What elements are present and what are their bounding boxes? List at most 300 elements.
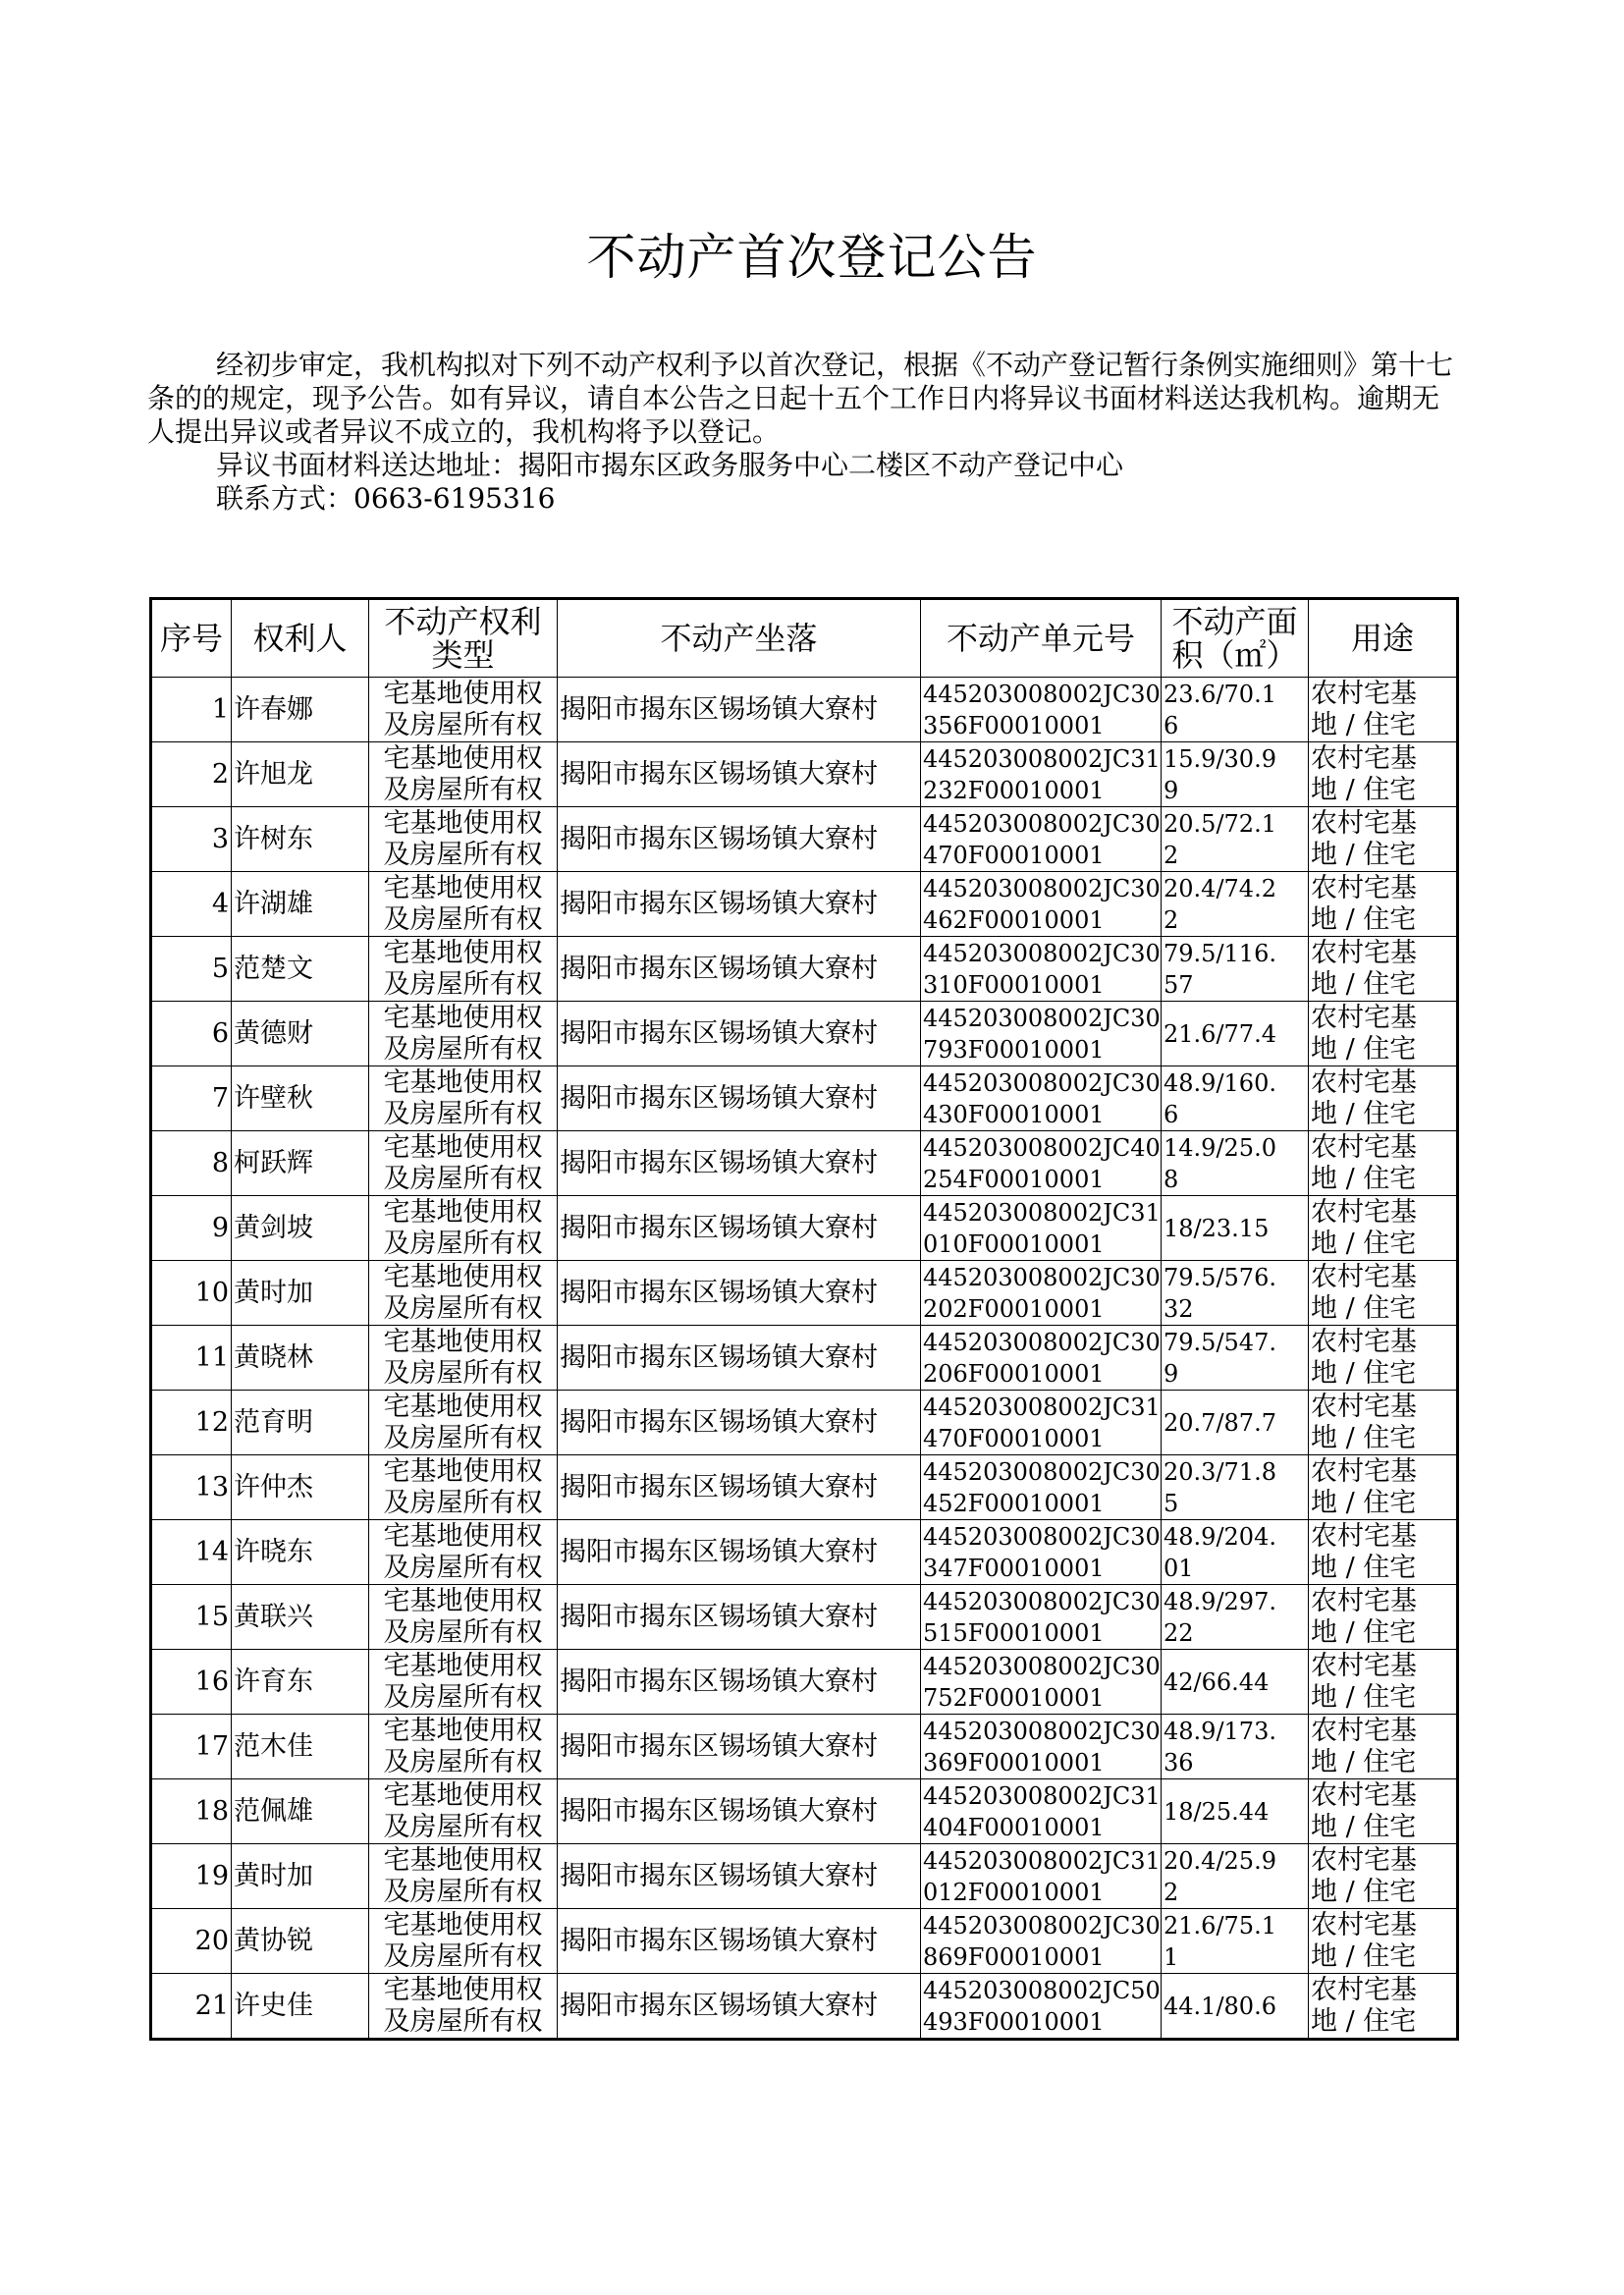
cell-area-line2: 8 xyxy=(1164,1165,1179,1193)
cell-use xyxy=(1309,1455,1458,1520)
cell-unit-line2: 515F00010001 xyxy=(923,1618,1105,1647)
header-unit: 不动产单元号 xyxy=(921,599,1162,678)
table-row xyxy=(151,742,1458,807)
cell-type xyxy=(369,807,558,872)
cell-seq: 1 xyxy=(151,678,232,742)
cell-unit xyxy=(921,1455,1162,1520)
cell-area-line2: 5 xyxy=(1164,1489,1179,1517)
cell-use-line2: 地 / 住宅 xyxy=(1311,1487,1417,1518)
table-row xyxy=(151,1455,1458,1520)
cell-unit-line2: 347F00010001 xyxy=(923,1554,1105,1582)
cell-type-line1: 宅基地使用权 xyxy=(383,1520,543,1552)
table-row xyxy=(151,1715,1458,1779)
cell-location: 揭阳市揭东区锡场镇大寮村 xyxy=(558,742,921,807)
cell-use-line2: 地 / 住宅 xyxy=(1311,968,1417,1000)
cell-unit xyxy=(921,1974,1162,2040)
cell-area-line1: 23.6/70.1 xyxy=(1164,680,1276,708)
cell-use-line2: 地 / 住宅 xyxy=(1311,839,1417,870)
cell-unit-line2: 404F00010001 xyxy=(923,1813,1105,1841)
cell-area xyxy=(1162,872,1309,937)
notice-paragraph: 经初步审定，我机构拟对下列不动产权利予以首次登记，根据《不动产登记暂行条例实施细则》第十七条的的规定，现予公告。如有异议，请自本公告之日起十五个工作日内将异议书面材料送达我机构。逾期无人提出异议或者异议不成立的，我机构将予以登记。 xyxy=(147,349,1454,448)
cell-area-line1: 15.9/30.9 xyxy=(1164,744,1276,773)
cell-type-line2: 及房屋所有权 xyxy=(383,1746,543,1777)
header-seq: 序号 xyxy=(151,599,232,678)
cell-type xyxy=(369,1131,558,1196)
table-row xyxy=(151,1261,1458,1326)
cell-use-line2: 地 / 住宅 xyxy=(1311,774,1417,805)
cell-seq: 8 xyxy=(151,1131,232,1196)
cell-use-line1: 农村宅基 xyxy=(1311,1261,1417,1292)
cell-use xyxy=(1309,1391,1458,1455)
cell-location: 揭阳市揭东区锡场镇大寮村 xyxy=(558,937,921,1002)
cell-unit-line2: 206F00010001 xyxy=(923,1359,1105,1388)
cell-use-line2: 地 / 住宅 xyxy=(1311,1746,1417,1777)
cell-area-line1: 48.9/204. xyxy=(1164,1522,1276,1551)
cell-unit xyxy=(921,1131,1162,1196)
cell-use xyxy=(1309,1909,1458,1974)
cell-use-line1: 农村宅基 xyxy=(1311,678,1417,709)
cell-use-line1: 农村宅基 xyxy=(1311,1974,1417,2005)
registration-table xyxy=(149,597,1459,2041)
cell-use-line1: 农村宅基 xyxy=(1311,1131,1417,1163)
cell-use xyxy=(1309,1585,1458,1650)
cell-use xyxy=(1309,1715,1458,1779)
table-body xyxy=(151,678,1458,2040)
table-row xyxy=(151,1844,1458,1909)
cell-owner: 黄时加 xyxy=(232,1261,369,1326)
cell-location: 揭阳市揭东区锡场镇大寮村 xyxy=(558,1974,921,2040)
cell-area xyxy=(1162,1066,1309,1131)
cell-unit-line1: 445203008002JC31 xyxy=(923,744,1161,773)
cell-type-line1: 宅基地使用权 xyxy=(383,1196,543,1228)
cell-type xyxy=(369,1002,558,1066)
cell-area-line1: 79.5/576. xyxy=(1164,1263,1276,1291)
cell-owner: 许旭龙 xyxy=(232,742,369,807)
cell-area-line1: 42/66.44 xyxy=(1164,1667,1270,1696)
cell-type-line2: 及房屋所有权 xyxy=(383,1292,543,1324)
cell-location: 揭阳市揭东区锡场镇大寮村 xyxy=(558,872,921,937)
cell-area-line2: 57 xyxy=(1164,970,1194,999)
cell-location: 揭阳市揭东区锡场镇大寮村 xyxy=(558,1585,921,1650)
cell-type xyxy=(369,742,558,807)
cell-area-line1: 21.6/75.1 xyxy=(1164,1911,1276,1940)
cell-owner: 范佩雄 xyxy=(232,1779,369,1844)
cell-type-line2: 及房屋所有权 xyxy=(383,1940,543,1972)
cell-type xyxy=(369,1455,558,1520)
cell-use-line1: 农村宅基 xyxy=(1311,1455,1417,1487)
header-owner: 权利人 xyxy=(232,599,369,678)
cell-unit xyxy=(921,1650,1162,1715)
cell-area xyxy=(1162,1974,1309,2040)
cell-type-line1: 宅基地使用权 xyxy=(383,872,543,903)
cell-area-line2: 2 xyxy=(1164,1878,1179,1906)
cell-unit-line1: 445203008002JC30 xyxy=(923,680,1161,708)
cell-type-line1: 宅基地使用权 xyxy=(383,1455,543,1487)
table-row xyxy=(151,1391,1458,1455)
table-row xyxy=(151,678,1458,742)
cell-unit-line1: 445203008002JC31 xyxy=(923,1198,1161,1227)
cell-seq: 18 xyxy=(151,1779,232,1844)
cell-area xyxy=(1162,742,1309,807)
cell-seq: 2 xyxy=(151,742,232,807)
cell-unit-line1: 445203008002JC30 xyxy=(923,1068,1161,1097)
cell-unit-line2: 010F00010001 xyxy=(923,1229,1105,1258)
cell-area xyxy=(1162,937,1309,1002)
cell-area xyxy=(1162,1650,1309,1715)
cell-area-line1: 20.7/87.7 xyxy=(1164,1408,1276,1437)
cell-use-line2: 地 / 住宅 xyxy=(1311,709,1417,740)
cell-area-line2: 2 xyxy=(1164,841,1179,869)
cell-type-line1: 宅基地使用权 xyxy=(383,1066,543,1098)
cell-type xyxy=(369,1974,558,2040)
cell-type-line1: 宅基地使用权 xyxy=(383,1391,543,1422)
cell-owner: 许壁秋 xyxy=(232,1066,369,1131)
cell-use-line1: 农村宅基 xyxy=(1311,1585,1417,1616)
cell-use-line1: 农村宅基 xyxy=(1311,1326,1417,1357)
cell-area xyxy=(1162,1844,1309,1909)
cell-unit-line1: 445203008002JC31 xyxy=(923,1846,1161,1875)
cell-unit-line2: 254F00010001 xyxy=(923,1165,1105,1193)
cell-use-line1: 农村宅基 xyxy=(1311,1715,1417,1746)
cell-type xyxy=(369,1261,558,1326)
cell-unit-line1: 445203008002JC30 xyxy=(923,1911,1161,1940)
cell-owner: 黄协锐 xyxy=(232,1909,369,1974)
cell-use xyxy=(1309,1844,1458,1909)
cell-use xyxy=(1309,1326,1458,1391)
cell-use xyxy=(1309,1002,1458,1066)
cell-use-line2: 地 / 住宅 xyxy=(1311,1552,1417,1583)
cell-type-line1: 宅基地使用权 xyxy=(383,1585,543,1616)
cell-owner: 许史佳 xyxy=(232,1974,369,2040)
header-area xyxy=(1162,599,1309,678)
cell-location: 揭阳市揭东区锡场镇大寮村 xyxy=(558,678,921,742)
cell-type-line1: 宅基地使用权 xyxy=(383,1715,543,1746)
cell-owner: 黄剑坡 xyxy=(232,1196,369,1261)
cell-area xyxy=(1162,1391,1309,1455)
cell-location: 揭阳市揭东区锡场镇大寮村 xyxy=(558,1844,921,1909)
cell-type xyxy=(369,1066,558,1131)
cell-owner: 许树东 xyxy=(232,807,369,872)
cell-location: 揭阳市揭东区锡场镇大寮村 xyxy=(558,1261,921,1326)
cell-type-line1: 宅基地使用权 xyxy=(383,678,543,709)
cell-unit-line1: 445203008002JC30 xyxy=(923,1328,1161,1356)
cell-use-line1: 农村宅基 xyxy=(1311,1779,1417,1811)
cell-type-line2: 及房屋所有权 xyxy=(383,968,543,1000)
cell-type-line2: 及房屋所有权 xyxy=(383,1163,543,1194)
cell-location: 揭阳市揭东区锡场镇大寮村 xyxy=(558,1715,921,1779)
header-type-line1: 不动产权利 xyxy=(384,603,542,640)
cell-seq: 20 xyxy=(151,1909,232,1974)
cell-area-line1: 79.5/116. xyxy=(1164,939,1276,967)
cell-use-line2: 地 / 住宅 xyxy=(1311,1940,1417,1972)
cell-type-line1: 宅基地使用权 xyxy=(383,807,543,839)
notice-address: 异议书面材料送达地址：揭阳市揭东区政务服务中心二楼区不动产登记中心 xyxy=(216,449,1124,481)
cell-location: 揭阳市揭东区锡场镇大寮村 xyxy=(558,1455,921,1520)
table-row xyxy=(151,1585,1458,1650)
cell-area xyxy=(1162,1520,1309,1585)
cell-location: 揭阳市揭东区锡场镇大寮村 xyxy=(558,1196,921,1261)
cell-type-line1: 宅基地使用权 xyxy=(383,1326,543,1357)
cell-use-line2: 地 / 住宅 xyxy=(1311,1422,1417,1453)
table-row xyxy=(151,872,1458,937)
cell-unit-line1: 445203008002JC30 xyxy=(923,939,1161,967)
cell-location: 揭阳市揭东区锡场镇大寮村 xyxy=(558,1909,921,1974)
cell-seq: 16 xyxy=(151,1650,232,1715)
table-header-row xyxy=(151,599,1458,678)
table-row xyxy=(151,1002,1458,1066)
cell-use-line2: 地 / 住宅 xyxy=(1311,1357,1417,1389)
cell-unit-line2: 452F00010001 xyxy=(923,1489,1105,1517)
cell-unit xyxy=(921,1326,1162,1391)
cell-type xyxy=(369,1650,558,1715)
header-type xyxy=(369,599,558,678)
cell-unit-line2: 202F00010001 xyxy=(923,1294,1105,1323)
cell-type-line1: 宅基地使用权 xyxy=(383,1650,543,1681)
cell-unit-line2: 310F00010001 xyxy=(923,970,1105,999)
cell-unit-line1: 445203008002JC30 xyxy=(923,1652,1161,1680)
cell-unit-line2: 793F00010001 xyxy=(923,1035,1105,1064)
cell-area-line1: 48.9/160. xyxy=(1164,1068,1276,1097)
cell-type-line2: 及房屋所有权 xyxy=(383,1422,543,1453)
cell-area-line1: 18/25.44 xyxy=(1164,1797,1270,1826)
cell-use-line1: 农村宅基 xyxy=(1311,742,1417,774)
table-row xyxy=(151,807,1458,872)
cell-unit xyxy=(921,1715,1162,1779)
cell-area xyxy=(1162,1002,1309,1066)
header-use: 用途 xyxy=(1309,599,1458,678)
cell-unit xyxy=(921,1196,1162,1261)
cell-type xyxy=(369,1844,558,1909)
cell-area xyxy=(1162,1131,1309,1196)
cell-unit-line2: 752F00010001 xyxy=(923,1683,1105,1712)
cell-seq: 7 xyxy=(151,1066,232,1131)
cell-use xyxy=(1309,807,1458,872)
cell-type-line2: 及房屋所有权 xyxy=(383,1552,543,1583)
cell-type-line2: 及房屋所有权 xyxy=(383,774,543,805)
table-row xyxy=(151,1066,1458,1131)
cell-unit-line1: 445203008002JC30 xyxy=(923,1717,1161,1745)
cell-owner: 黄德财 xyxy=(232,1002,369,1066)
cell-use-line1: 农村宅基 xyxy=(1311,1391,1417,1422)
cell-use xyxy=(1309,1131,1458,1196)
cell-type xyxy=(369,1715,558,1779)
cell-owner: 范木佳 xyxy=(232,1715,369,1779)
cell-use xyxy=(1309,1974,1458,2040)
cell-area-line1: 21.6/77.4 xyxy=(1164,1019,1276,1048)
cell-unit-line2: 470F00010001 xyxy=(923,841,1105,869)
table-row xyxy=(151,1196,1458,1261)
cell-location: 揭阳市揭东区锡场镇大寮村 xyxy=(558,1326,921,1391)
cell-area xyxy=(1162,1909,1309,1974)
cell-type-line2: 及房屋所有权 xyxy=(383,1098,543,1129)
cell-unit-line1: 445203008002JC31 xyxy=(923,1781,1161,1810)
cell-area-line1: 48.9/173. xyxy=(1164,1717,1276,1745)
cell-area-line2: 32 xyxy=(1164,1294,1194,1323)
cell-use xyxy=(1309,1520,1458,1585)
cell-use-line2: 地 / 住宅 xyxy=(1311,1681,1417,1713)
cell-type-line1: 宅基地使用权 xyxy=(383,1779,543,1811)
cell-owner: 黄晓林 xyxy=(232,1326,369,1391)
cell-use-line2: 地 / 住宅 xyxy=(1311,1292,1417,1324)
cell-type-line2: 及房屋所有权 xyxy=(383,1811,543,1842)
cell-owner: 黄联兴 xyxy=(232,1585,369,1650)
cell-unit xyxy=(921,807,1162,872)
cell-area-line2: 01 xyxy=(1164,1554,1194,1582)
cell-area-line1: 20.4/74.2 xyxy=(1164,874,1276,902)
cell-type-line1: 宅基地使用权 xyxy=(383,1974,543,2005)
cell-seq: 3 xyxy=(151,807,232,872)
cell-location: 揭阳市揭东区锡场镇大寮村 xyxy=(558,807,921,872)
cell-use xyxy=(1309,678,1458,742)
cell-use xyxy=(1309,742,1458,807)
header-location: 不动产坐落 xyxy=(558,599,921,678)
cell-use-line1: 农村宅基 xyxy=(1311,1650,1417,1681)
cell-type xyxy=(369,1779,558,1844)
cell-type-line1: 宅基地使用权 xyxy=(383,742,543,774)
cell-area-line1: 20.3/71.8 xyxy=(1164,1457,1276,1486)
cell-use-line1: 农村宅基 xyxy=(1311,1909,1417,1940)
cell-location: 揭阳市揭东区锡场镇大寮村 xyxy=(558,1779,921,1844)
cell-type-line2: 及房屋所有权 xyxy=(383,1033,543,1065)
cell-type xyxy=(369,937,558,1002)
table-row xyxy=(151,1779,1458,1844)
cell-location: 揭阳市揭东区锡场镇大寮村 xyxy=(558,1650,921,1715)
cell-seq: 12 xyxy=(151,1391,232,1455)
header-area-line1: 不动产面 xyxy=(1171,603,1298,640)
cell-area-line2: 1 xyxy=(1164,1942,1179,1971)
cell-unit-line1: 445203008002JC30 xyxy=(923,1263,1161,1291)
cell-unit-line1: 445203008002JC30 xyxy=(923,874,1161,902)
cell-unit-line2: 493F00010001 xyxy=(923,2007,1105,2036)
cell-use-line2: 地 / 住宅 xyxy=(1311,1098,1417,1129)
cell-owner: 许晓东 xyxy=(232,1520,369,1585)
cell-unit-line1: 445203008002JC30 xyxy=(923,1587,1161,1615)
table-row xyxy=(151,1909,1458,1974)
cell-unit-line1: 445203008002JC50 xyxy=(923,1976,1161,2004)
cell-type-line2: 及房屋所有权 xyxy=(383,1876,543,1907)
cell-type xyxy=(369,678,558,742)
cell-unit xyxy=(921,1002,1162,1066)
cell-seq: 9 xyxy=(151,1196,232,1261)
cell-unit-line1: 445203008002JC30 xyxy=(923,1004,1161,1032)
cell-area xyxy=(1162,1455,1309,1520)
cell-area-line1: 18/23.15 xyxy=(1164,1214,1270,1242)
cell-type-line1: 宅基地使用权 xyxy=(383,937,543,968)
cell-use-line2: 地 / 住宅 xyxy=(1311,1876,1417,1907)
cell-type xyxy=(369,1909,558,1974)
cell-owner: 范育明 xyxy=(232,1391,369,1455)
cell-unit xyxy=(921,1520,1162,1585)
cell-location: 揭阳市揭东区锡场镇大寮村 xyxy=(558,1002,921,1066)
cell-use-line1: 农村宅基 xyxy=(1311,1196,1417,1228)
cell-type xyxy=(369,872,558,937)
cell-seq: 19 xyxy=(151,1844,232,1909)
cell-area xyxy=(1162,1261,1309,1326)
cell-type-line1: 宅基地使用权 xyxy=(383,1002,543,1033)
table-row xyxy=(151,1131,1458,1196)
table-row xyxy=(151,1520,1458,1585)
cell-use-line1: 农村宅基 xyxy=(1311,872,1417,903)
table-row xyxy=(151,1650,1458,1715)
cell-area-line1: 20.5/72.1 xyxy=(1164,809,1276,838)
cell-type xyxy=(369,1585,558,1650)
cell-area-line2: 9 xyxy=(1164,776,1179,804)
cell-use-line1: 农村宅基 xyxy=(1311,1520,1417,1552)
cell-unit xyxy=(921,937,1162,1002)
cell-unit xyxy=(921,1779,1162,1844)
cell-area-line2: 22 xyxy=(1164,1618,1194,1647)
cell-unit xyxy=(921,872,1162,937)
cell-use xyxy=(1309,1066,1458,1131)
cell-unit-line2: 356F00010001 xyxy=(923,711,1105,739)
cell-area xyxy=(1162,1779,1309,1844)
page-title: 不动产首次登记公告 xyxy=(586,229,1038,286)
cell-seq: 13 xyxy=(151,1455,232,1520)
cell-use-line2: 地 / 住宅 xyxy=(1311,1616,1417,1648)
cell-area xyxy=(1162,1326,1309,1391)
cell-use-line1: 农村宅基 xyxy=(1311,1002,1417,1033)
cell-area xyxy=(1162,1585,1309,1650)
cell-type-line2: 及房屋所有权 xyxy=(383,709,543,740)
cell-owner: 范楚文 xyxy=(232,937,369,1002)
cell-use-line2: 地 / 住宅 xyxy=(1311,1163,1417,1194)
cell-owner: 黄时加 xyxy=(232,1844,369,1909)
cell-unit-line2: 462F00010001 xyxy=(923,905,1105,934)
cell-area-line2: 6 xyxy=(1164,1100,1179,1128)
cell-area xyxy=(1162,1196,1309,1261)
cell-unit-line2: 232F00010001 xyxy=(923,776,1105,804)
cell-seq: 11 xyxy=(151,1326,232,1391)
cell-area-line2: 9 xyxy=(1164,1359,1179,1388)
cell-owner: 许湖雄 xyxy=(232,872,369,937)
cell-unit xyxy=(921,1261,1162,1326)
cell-area-line2: 2 xyxy=(1164,905,1179,934)
cell-unit-line1: 445203008002JC31 xyxy=(923,1393,1161,1421)
cell-unit-line1: 445203008002JC30 xyxy=(923,809,1161,838)
cell-type-line2: 及房屋所有权 xyxy=(383,1616,543,1648)
header-type-line2: 类型 xyxy=(431,636,495,674)
cell-unit-line1: 445203008002JC40 xyxy=(923,1133,1161,1162)
cell-unit-line2: 470F00010001 xyxy=(923,1424,1105,1452)
cell-unit-line1: 445203008002JC30 xyxy=(923,1522,1161,1551)
cell-seq: 5 xyxy=(151,937,232,1002)
cell-type-line1: 宅基地使用权 xyxy=(383,1261,543,1292)
cell-use-line1: 农村宅基 xyxy=(1311,937,1417,968)
cell-seq: 10 xyxy=(151,1261,232,1326)
cell-area-line2: 6 xyxy=(1164,711,1179,739)
cell-seq: 21 xyxy=(151,1974,232,2040)
cell-use-line1: 农村宅基 xyxy=(1311,1066,1417,1098)
cell-area-line1: 44.1/80.6 xyxy=(1164,1992,1276,2020)
cell-type-line1: 宅基地使用权 xyxy=(383,1131,543,1163)
cell-type-line1: 宅基地使用权 xyxy=(383,1844,543,1876)
cell-use-line1: 农村宅基 xyxy=(1311,1844,1417,1876)
cell-location: 揭阳市揭东区锡场镇大寮村 xyxy=(558,1520,921,1585)
cell-seq: 17 xyxy=(151,1715,232,1779)
cell-owner: 许育东 xyxy=(232,1650,369,1715)
cell-use xyxy=(1309,1650,1458,1715)
cell-type-line2: 及房屋所有权 xyxy=(383,839,543,870)
cell-owner: 许仲杰 xyxy=(232,1455,369,1520)
cell-use-line2: 地 / 住宅 xyxy=(1311,2005,1417,2037)
cell-use-line2: 地 / 住宅 xyxy=(1311,1811,1417,1842)
cell-use-line2: 地 / 住宅 xyxy=(1311,1033,1417,1065)
cell-area-line1: 79.5/547. xyxy=(1164,1328,1276,1356)
cell-use-line2: 地 / 住宅 xyxy=(1311,903,1417,935)
cell-type xyxy=(369,1326,558,1391)
cell-location: 揭阳市揭东区锡场镇大寮村 xyxy=(558,1391,921,1455)
cell-use xyxy=(1309,872,1458,937)
